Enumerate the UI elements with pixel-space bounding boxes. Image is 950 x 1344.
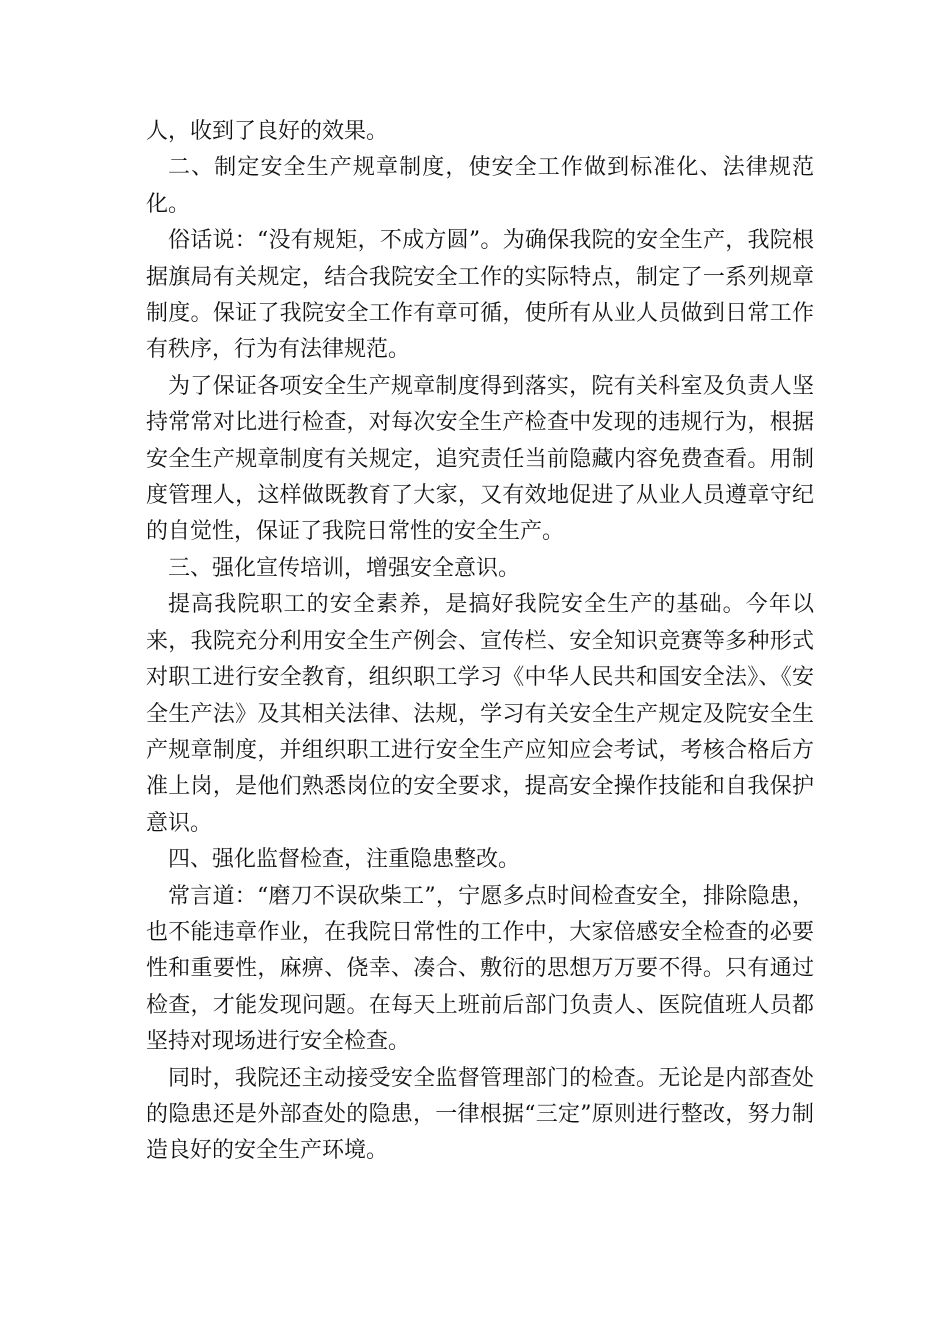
paragraph: 常言道：“磨刀不误砍柴工”，宁愿多点时间检查安全，排除隐患，也不能违章作业，在我院日常性的工作中，大家倍感安全检查的必要性和重要性，麻痹、侥幸、凑合、敷衍的思想万万要不得。只有通过检查，才能发现问题。在每天上班前后部门负责人、医院值班人员都坚持对现场进行安全检查。	[146, 883, 814, 1055]
section-heading-4: 四、强化监督检查，注重隐患整改。	[168, 847, 521, 873]
section-heading-3: 三、强化宣传培训，增强安全意识。	[168, 555, 521, 581]
paragraph: 为了保证各项安全生产规章制度得到落实，院有关科室及负责人坚持常常对比进行检查，对每次安全生产检查中发现的违规行为，根据安全生产规章制度有关规定，追究责任当前隐藏内容免费查看。用制度管理人，这样做既教育了大家，又有效地促进了从业人员遵章守纪的自觉性，保证了我院日常性的安全生产。	[146, 373, 814, 545]
paragraph: 俗话说：“没有规矩，不成方圆”。为确保我院的安全生产，我院根据旗局有关规定，结合我院安全工作的实际特点，制定了一系列规章制度。保证了我院安全工作有章可循，使所有从业人员做到日常工作有秩序，行为有法律规范。	[146, 228, 814, 363]
paragraph: 同时，我院还主动接受安全监督管理部门的检查。无论是内部查处的隐患还是外部查处的隐患，一律根据“三定”原则进行整改，努力制造良好的安全生产环境。	[146, 1065, 814, 1164]
paragraph: 提高我院职工的安全素养，是搞好我院安全生产的基础。今年以来，我院充分利用安全生产例会、宣传栏、安全知识竞赛等多种形式对职工进行安全教育，组织职工学习《中华人民共和国安全法》、《安全生产法》及其相关法律、法规，学习有关安全生产规定及院安全生产规章制度，并组织职工进行安全生产应知应会考试，考核合格后方准上岗，是他们熟悉岗位的安全要求，提高安全操作技能和自我保护意识。	[146, 592, 814, 836]
paragraph-continuation: 人，收到了良好的效果。	[146, 119, 389, 144]
section-heading-2: 二、制定安全生产规章制度，使安全工作做到标准化、法律规范化。	[146, 155, 814, 217]
document-body	[146, 114, 814, 1170]
